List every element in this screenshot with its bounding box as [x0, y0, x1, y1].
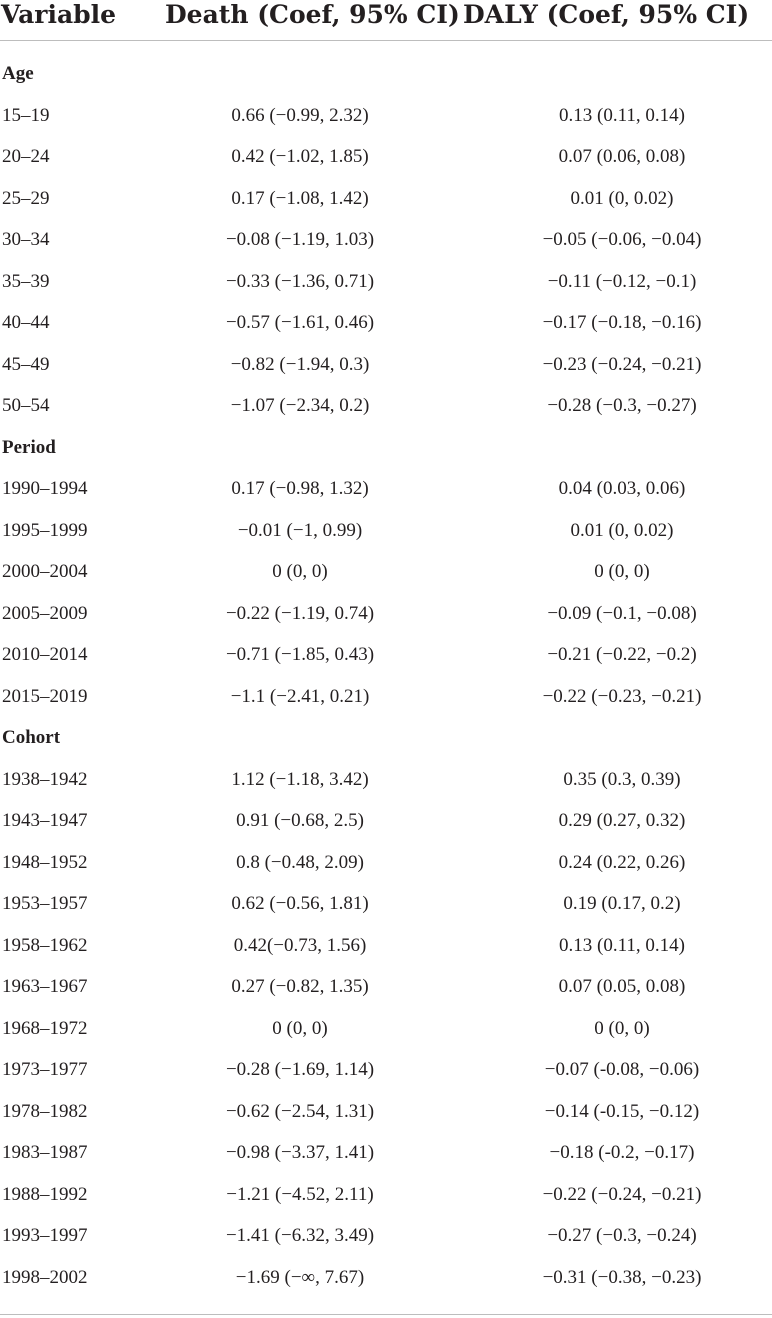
- daly-cell: −0.09 (−0.1, −0.08): [547, 602, 697, 624]
- table-row: [0, 346, 772, 388]
- table-header: [0, 0, 772, 41]
- table-row: [0, 180, 772, 222]
- table-row: [0, 927, 772, 969]
- variable-cell: 1995–1999: [2, 519, 88, 541]
- death-cell: 0.17 (−1.08, 1.42): [231, 187, 369, 209]
- death-cell: 1.12 (−1.18, 3.42): [231, 768, 369, 790]
- table-row: [0, 1134, 772, 1176]
- header-variable: Variable: [1, 0, 117, 29]
- variable-cell: 1953–1957: [2, 893, 88, 914]
- daly-cell: −0.14 (-0.15, −0.12): [544, 1100, 700, 1122]
- variable-cell: 30–34: [2, 229, 50, 250]
- death-cell: 0.42 (−1.02, 1.85): [231, 146, 369, 167]
- death-cell: 0.17 (−0.98, 1.32): [231, 478, 369, 499]
- table-row: [0, 678, 772, 720]
- section-label: Cohort: [2, 727, 61, 748]
- variable-cell: 25–29: [2, 187, 50, 209]
- header-death: Death (Coef, 95% CI): [165, 0, 460, 29]
- death-cell: −0.33 (−1.36, 0.71): [225, 270, 375, 292]
- daly-cell: −0.17 (−0.18, −0.16): [542, 312, 702, 333]
- variable-cell: 1948–1952: [2, 851, 88, 873]
- bottom-rule: [0, 1314, 772, 1315]
- variable-cell: 1938–1942: [2, 768, 88, 790]
- death-cell: 0.27 (−0.82, 1.35): [231, 976, 369, 997]
- variable-cell: 1943–1947: [2, 810, 88, 831]
- variable-cell: 2000–2004: [2, 561, 88, 582]
- variable-cell: 15–19: [2, 104, 50, 126]
- table-row: [0, 844, 772, 886]
- section-label: Period: [2, 436, 56, 458]
- daly-cell: 0.07 (0.06, 0.08): [558, 146, 686, 167]
- daly-cell: 0.01 (0, 0.02): [570, 519, 674, 541]
- variable-cell: 1990–1994: [2, 478, 88, 499]
- table-row: [0, 263, 772, 305]
- death-cell: −0.82 (−1.94, 0.3): [230, 353, 370, 375]
- death-cell: 0.66 (−0.99, 2.32): [231, 104, 369, 126]
- daly-cell: 0.29 (0.27, 0.32): [558, 810, 686, 831]
- daly-cell: −0.23 (−0.24, −0.21): [542, 353, 702, 375]
- table-row: [0, 138, 772, 180]
- death-cell: 0.62 (−0.56, 1.81): [231, 893, 369, 914]
- table-row: [0, 761, 772, 803]
- variable-cell: 1973–1977: [2, 1059, 88, 1080]
- table-row: [0, 470, 772, 512]
- daly-cell: −0.11 (−0.12, −0.1): [547, 270, 697, 292]
- daly-cell: 0.13 (0.11, 0.14): [559, 104, 685, 126]
- daly-cell: 0.01 (0, 0.02): [570, 187, 674, 209]
- variable-cell: 45–49: [2, 353, 50, 375]
- death-cell: 0.42(−0.73, 1.56): [233, 934, 367, 956]
- table-row: [0, 1259, 772, 1301]
- section-row: [0, 55, 772, 97]
- daly-cell: 0.07 (0.05, 0.08): [558, 976, 686, 997]
- variable-cell: 2005–2009: [2, 602, 88, 624]
- variable-cell: 40–44: [2, 312, 50, 333]
- death-cell: −0.22 (−1.19, 0.74): [225, 602, 375, 624]
- death-cell: −0.57 (−1.61, 0.46): [225, 312, 375, 333]
- death-cell: −0.71 (−1.85, 0.43): [225, 644, 375, 665]
- death-cell: 0 (0, 0): [272, 561, 328, 582]
- daly-cell: −0.18 (-0.2, −0.17): [549, 1142, 695, 1163]
- variable-cell: 1983–1987: [2, 1142, 88, 1163]
- daly-cell: 0.13 (0.11, 0.14): [559, 934, 685, 956]
- variable-cell: 20–24: [2, 146, 50, 167]
- daly-cell: 0 (0, 0): [594, 1017, 650, 1039]
- death-cell: −1.21 (−4.52, 2.11): [226, 1183, 374, 1205]
- table-row: [0, 553, 772, 595]
- daly-cell: 0.19 (0.17, 0.2): [563, 893, 681, 914]
- daly-cell: −0.22 (−0.24, −0.21): [542, 1183, 702, 1205]
- table-row: [0, 1217, 772, 1259]
- table-row: [0, 221, 772, 263]
- daly-cell: −0.22 (−0.23, −0.21): [542, 685, 702, 707]
- variable-cell: 35–39: [2, 270, 50, 292]
- table-row: [0, 802, 772, 844]
- variable-cell: 1968–1972: [2, 1017, 88, 1039]
- daly-cell: −0.28 (−0.3, −0.27): [547, 395, 697, 416]
- daly-cell: 0 (0, 0): [594, 561, 650, 582]
- section-label: Age: [2, 63, 34, 84]
- daly-cell: −0.07 (-0.08, −0.06): [544, 1059, 700, 1080]
- variable-cell: 1963–1967: [2, 976, 88, 997]
- table-row: [0, 968, 772, 1010]
- death-cell: 0.91 (−0.68, 2.5): [236, 810, 364, 831]
- death-cell: −1.1 (−2.41, 0.21): [230, 685, 370, 707]
- header-daly: DALY (Coef, 95% CI): [463, 0, 750, 29]
- daly-cell: 0.35 (0.3, 0.39): [563, 768, 681, 790]
- death-cell: −0.08 (−1.19, 1.03): [225, 229, 375, 250]
- variable-cell: 1958–1962: [2, 934, 88, 956]
- variable-cell: 2010–2014: [2, 644, 88, 665]
- death-cell: −0.62 (−2.54, 1.31): [225, 1100, 375, 1122]
- variable-cell: 2015–2019: [2, 685, 88, 707]
- variable-cell: 1978–1982: [2, 1100, 88, 1122]
- table-row: [0, 512, 772, 554]
- variable-cell: 1988–1992: [2, 1183, 88, 1205]
- death-cell: −0.01 (−1, 0.99): [237, 519, 363, 541]
- daly-cell: −0.21 (−0.22, −0.2): [547, 644, 697, 665]
- death-cell: −1.69 (−∞, 7.67): [235, 1266, 365, 1288]
- table-row: [0, 1010, 772, 1052]
- daly-cell: 0.04 (0.03, 0.06): [558, 478, 686, 499]
- table-row: [0, 1176, 772, 1218]
- table-row: [0, 304, 772, 346]
- daly-cell: −0.31 (−0.38, −0.23): [542, 1266, 702, 1288]
- death-cell: 0.8 (−0.48, 2.09): [236, 851, 364, 873]
- death-cell: −1.41 (−6.32, 3.49): [225, 1225, 375, 1246]
- daly-cell: −0.05 (−0.06, −0.04): [542, 229, 702, 250]
- variable-cell: 50–54: [2, 395, 50, 416]
- table-row: [0, 885, 772, 927]
- daly-cell: 0.24 (0.22, 0.26): [558, 851, 686, 873]
- table-row: [0, 387, 772, 429]
- table-row: [0, 97, 772, 139]
- table-row: [0, 1093, 772, 1135]
- section-row: [0, 719, 772, 761]
- table-row: [0, 1051, 772, 1093]
- table-body: [0, 55, 772, 1300]
- table-row: [0, 595, 772, 637]
- death-cell: −1.07 (−2.34, 0.2): [230, 395, 370, 416]
- daly-cell: −0.27 (−0.3, −0.24): [547, 1225, 697, 1246]
- death-cell: −0.98 (−3.37, 1.41): [225, 1142, 375, 1163]
- section-row: [0, 429, 772, 471]
- variable-cell: 1998–2002: [2, 1266, 88, 1288]
- death-cell: −0.28 (−1.69, 1.14): [225, 1059, 375, 1080]
- death-cell: 0 (0, 0): [272, 1017, 328, 1039]
- table-row: [0, 636, 772, 678]
- variable-cell: 1993–1997: [2, 1225, 88, 1246]
